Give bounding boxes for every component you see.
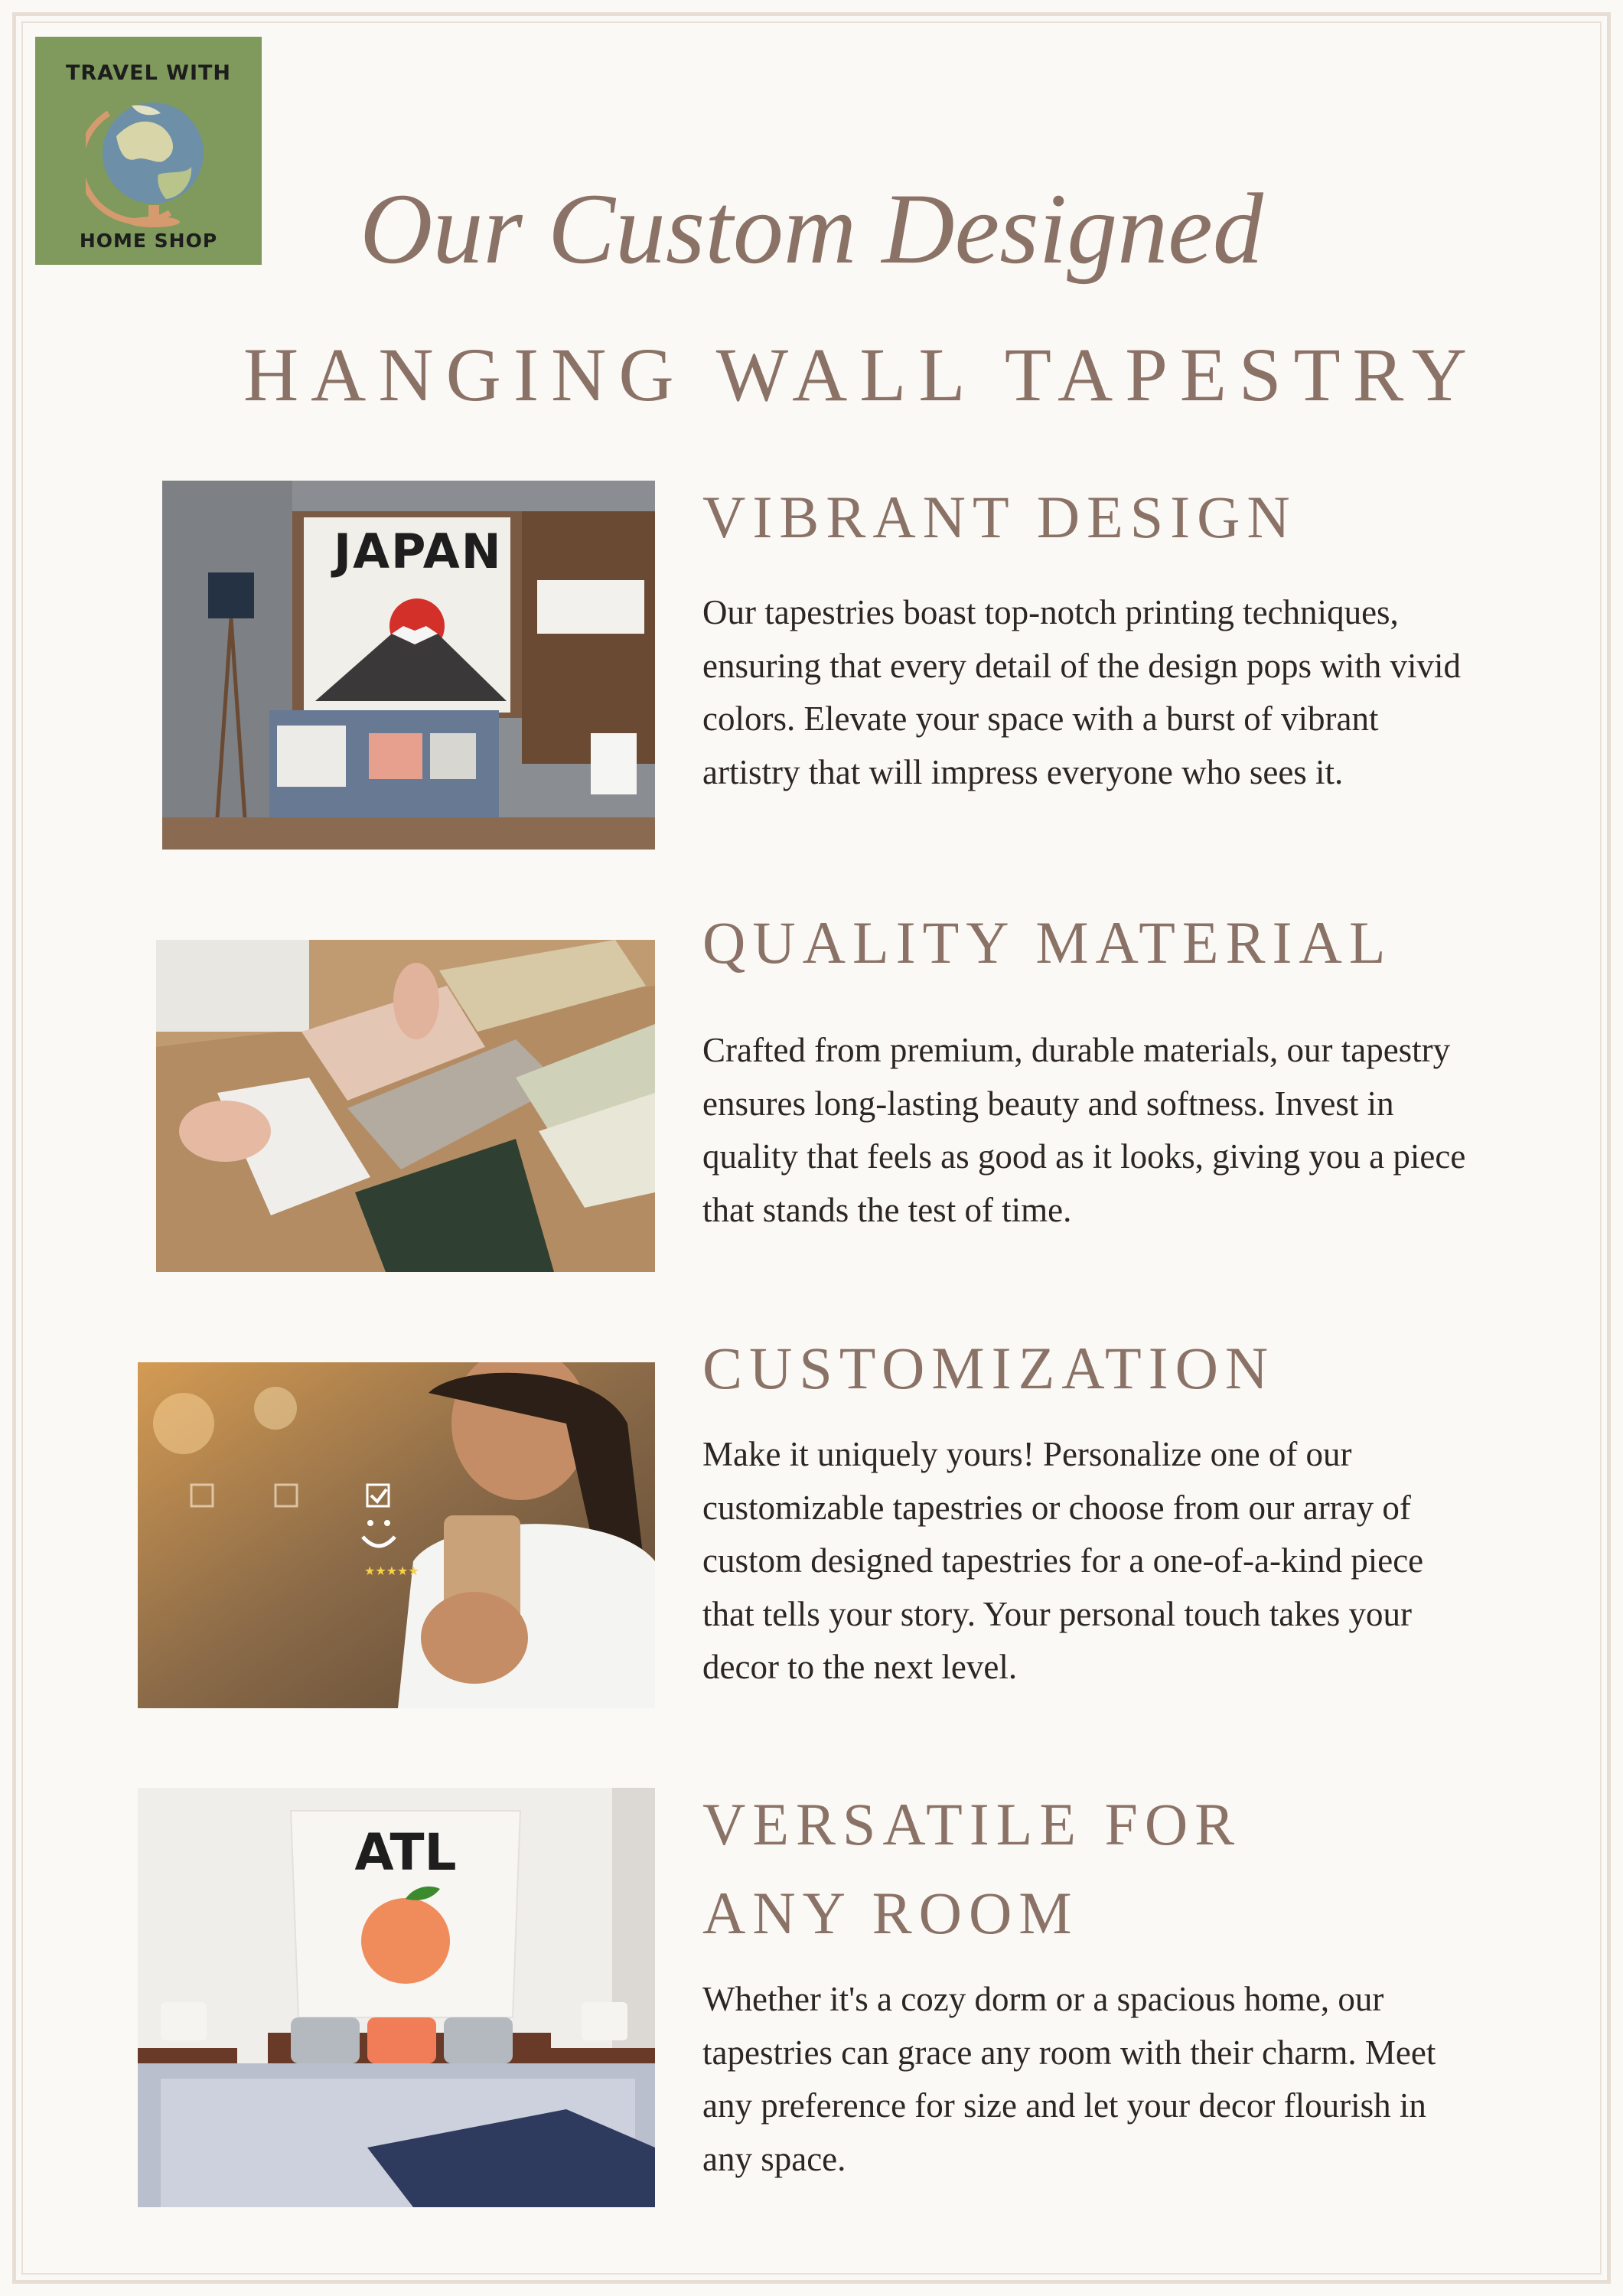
section-body-quality-material: Crafted from premium, durable materials, our tapestry ensures long-lasting beauty and softness. Invest in quality that feels as good as it looks, giving you a piece that stands the test of time.	[702, 1031, 1466, 1229]
photo-text-atl: ATL	[354, 1823, 457, 1882]
section-body-customization: Make it uniquely yours! Personalize one of our customizable tapestries or choose from our array of custom designed tapestries for a one-of-a-kind piece that tells your story. Your personal touch takes your decor to the next level.	[702, 1435, 1424, 1686]
page-title: HANGING WALL TAPESTRY	[243, 332, 1480, 417]
logo-line-2: HOME SHOP	[79, 230, 218, 252]
living-room-japan-tapestry-photo	[162, 481, 655, 850]
logo-line-1: TRAVEL WITH	[65, 61, 232, 85]
fabric-samples-photo	[156, 940, 655, 1272]
section-heading-quality-material: QUALITY MATERIAL	[702, 909, 1393, 976]
section-heading-versatile-line-1: VERSATILE FOR	[702, 1791, 1242, 1857]
section-heading-versatile-line-2: ANY ROOM	[702, 1880, 1079, 1946]
bedroom-atl-tapestry-photo	[138, 1788, 655, 2207]
photo-text-japan: JAPAN	[334, 523, 503, 579]
section-body-versatile: Whether it's a cozy dorm or a spacious home, our tapestries can grace any room with their charm. Meet any preference for size and let your decor flourish in any space.	[702, 1980, 1436, 2178]
page-subtitle-script: Our Custom Designed	[360, 172, 1263, 285]
section-heading-customization: CUSTOMIZATION	[702, 1335, 1276, 1401]
section-body-vibrant-design: Our tapestries boast top-notch printing techniques, ensuring that every detail of the design pops with vivid colors. Elevate your space with a burst of vibrant artistry that will impress everyone who sees it.	[702, 593, 1462, 791]
svg-text:★★★★★: ★★★★★	[364, 1564, 419, 1578]
section-heading-vibrant-design: VIBRANT DESIGN	[702, 484, 1297, 550]
customer-phone-rating-photo	[138, 1362, 655, 1708]
